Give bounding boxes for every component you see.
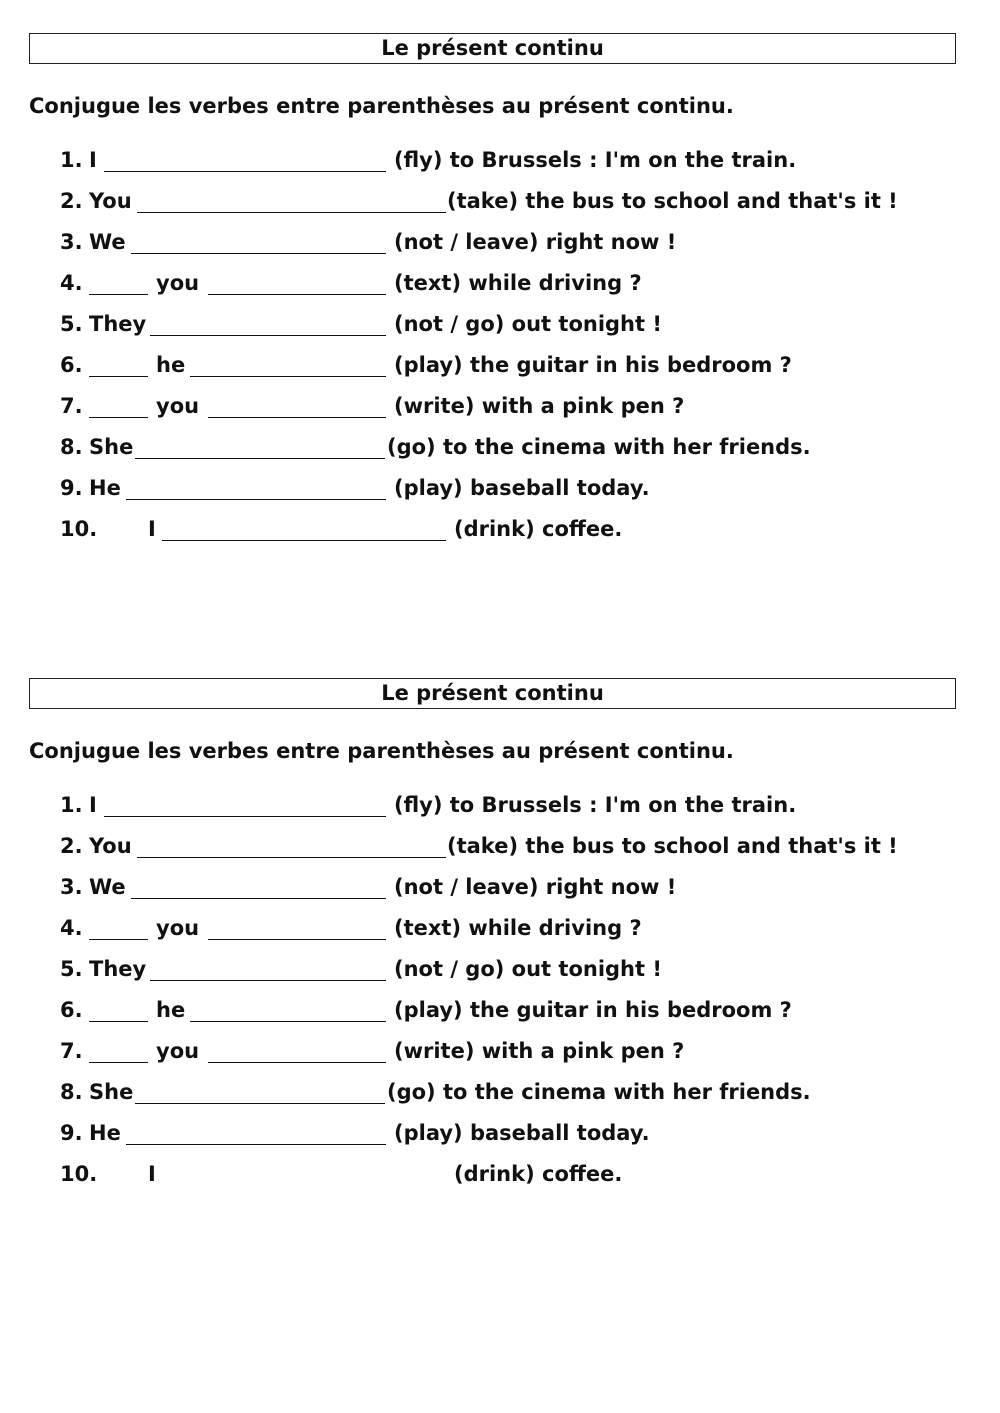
exercise-row [0, 1120, 1000, 1161]
exercise-rest: (text) while driving ? [394, 916, 642, 940]
exercise-rest: (go) to the cinema with her friends. [387, 435, 811, 459]
exercise-rest: (fly) to Brussels : I'm on the train. [394, 148, 797, 172]
answer-blank[interactable] [89, 376, 148, 377]
answer-blank[interactable] [162, 1185, 446, 1186]
exercise-rest: (play) baseball today. [394, 1121, 650, 1145]
exercise-subject: We [89, 875, 126, 899]
answer-blank[interactable] [150, 335, 386, 336]
answer-blank[interactable] [208, 1062, 386, 1063]
answer-blank[interactable] [135, 1103, 385, 1104]
exercise-subject: you [156, 271, 200, 295]
answer-blank[interactable] [135, 458, 385, 459]
answer-blank[interactable] [89, 1062, 148, 1063]
answer-blank[interactable] [190, 1021, 386, 1022]
exercise-row [0, 147, 1000, 188]
exercise-row [0, 229, 1000, 270]
exercise-rest: (drink) coffee. [454, 517, 623, 541]
exercise-rest: (play) the guitar in his bedroom ? [394, 998, 792, 1022]
exercise-rest: (take) the bus to school and that's it ! [447, 834, 898, 858]
exercise-number: 6. [60, 998, 83, 1022]
exercise-rest: (go) to the cinema with her friends. [387, 1080, 811, 1104]
answer-blank[interactable] [104, 171, 386, 172]
answer-blank[interactable] [131, 898, 386, 899]
answer-blank[interactable] [89, 417, 148, 418]
exercise-number: 6. [60, 353, 83, 377]
exercise-subject: She [89, 435, 134, 459]
exercise-subject: He [89, 1121, 121, 1145]
exercise-subject: They [89, 312, 147, 336]
exercise-subject: He [89, 476, 121, 500]
answer-blank[interactable] [89, 939, 148, 940]
exercise-row [0, 1161, 1000, 1202]
exercise-subject: he [156, 998, 186, 1022]
exercise-number: 8. [60, 435, 83, 459]
exercise-rest: (not / leave) right now ! [394, 230, 677, 254]
answer-blank[interactable] [150, 980, 386, 981]
exercise-row [0, 874, 1000, 915]
worksheet-title: Le présent continu [29, 33, 956, 64]
exercise-subject: I [89, 793, 97, 817]
exercise-row [0, 792, 1000, 833]
exercise-rest: (not / go) out tonight ! [394, 957, 662, 981]
exercise-rest: (fly) to Brussels : I'm on the train. [394, 793, 797, 817]
exercise-rest: (write) with a pink pen ? [394, 394, 685, 418]
answer-blank[interactable] [208, 939, 386, 940]
exercise-rest: (play) baseball today. [394, 476, 650, 500]
exercise-rest: (write) with a pink pen ? [394, 1039, 685, 1063]
exercise-row [0, 956, 1000, 997]
exercise-subject: We [89, 230, 126, 254]
exercise-subject: you [156, 916, 200, 940]
answer-blank[interactable] [89, 1021, 148, 1022]
exercise-row [0, 1038, 1000, 1079]
exercise-number: 1. [60, 793, 83, 817]
exercise-subject: you [156, 394, 200, 418]
answer-blank[interactable] [126, 499, 386, 500]
exercise-rest: (play) the guitar in his bedroom ? [394, 353, 792, 377]
exercise-number: 4. [60, 271, 83, 295]
exercise-number: 9. [60, 1121, 83, 1145]
exercise-rest: (not / leave) right now ! [394, 875, 677, 899]
exercise-rest: (drink) coffee. [454, 1162, 623, 1186]
exercise-subject: you [156, 1039, 200, 1063]
exercise-number: 3. [60, 230, 83, 254]
exercise-row [0, 997, 1000, 1038]
instruction-text: Conjugue les verbes entre parenthèses au présent continu. [29, 739, 734, 763]
exercise-row [0, 270, 1000, 311]
answer-blank[interactable] [89, 294, 148, 295]
exercise-number: 5. [60, 312, 83, 336]
exercise-row [0, 475, 1000, 516]
exercise-subject: he [156, 353, 186, 377]
exercise-number: 9. [60, 476, 83, 500]
exercise-number: 8. [60, 1080, 83, 1104]
answer-blank[interactable] [137, 212, 446, 213]
answer-blank[interactable] [190, 376, 386, 377]
answer-blank[interactable] [104, 816, 386, 817]
exercise-number: 7. [60, 394, 83, 418]
exercise-subject: You [89, 834, 132, 858]
exercise-row [0, 393, 1000, 434]
exercise-number: 4. [60, 916, 83, 940]
answer-blank[interactable] [137, 857, 446, 858]
exercise-number: 10. [60, 517, 98, 541]
exercise-number: 5. [60, 957, 83, 981]
answer-blank[interactable] [162, 540, 446, 541]
exercise-number: 3. [60, 875, 83, 899]
exercise-row [0, 311, 1000, 352]
exercise-subject: She [89, 1080, 134, 1104]
exercise-subject: They [89, 957, 147, 981]
exercise-number: 2. [60, 834, 83, 858]
worksheet-title: Le présent continu [29, 678, 956, 709]
exercise-row [0, 915, 1000, 956]
answer-blank[interactable] [126, 1144, 386, 1145]
exercise-row [0, 352, 1000, 393]
exercise-number: 7. [60, 1039, 83, 1063]
exercise-subject: I [148, 1162, 156, 1186]
exercise-subject: I [89, 148, 97, 172]
exercise-row [0, 434, 1000, 475]
exercise-subject: You [89, 189, 132, 213]
exercise-row [0, 1079, 1000, 1120]
exercise-rest: (not / go) out tonight ! [394, 312, 662, 336]
answer-blank[interactable] [208, 417, 386, 418]
instruction-text: Conjugue les verbes entre parenthèses au présent continu. [29, 94, 734, 118]
exercise-subject: I [148, 517, 156, 541]
exercise-number: 2. [60, 189, 83, 213]
answer-blank[interactable] [131, 253, 386, 254]
exercise-rest: (take) the bus to school and that's it ! [447, 189, 898, 213]
answer-blank[interactable] [208, 294, 386, 295]
exercise-row [0, 833, 1000, 874]
exercise-number: 1. [60, 148, 83, 172]
exercise-row [0, 516, 1000, 557]
exercise-row [0, 188, 1000, 229]
exercise-number: 10. [60, 1162, 98, 1186]
exercise-rest: (text) while driving ? [394, 271, 642, 295]
